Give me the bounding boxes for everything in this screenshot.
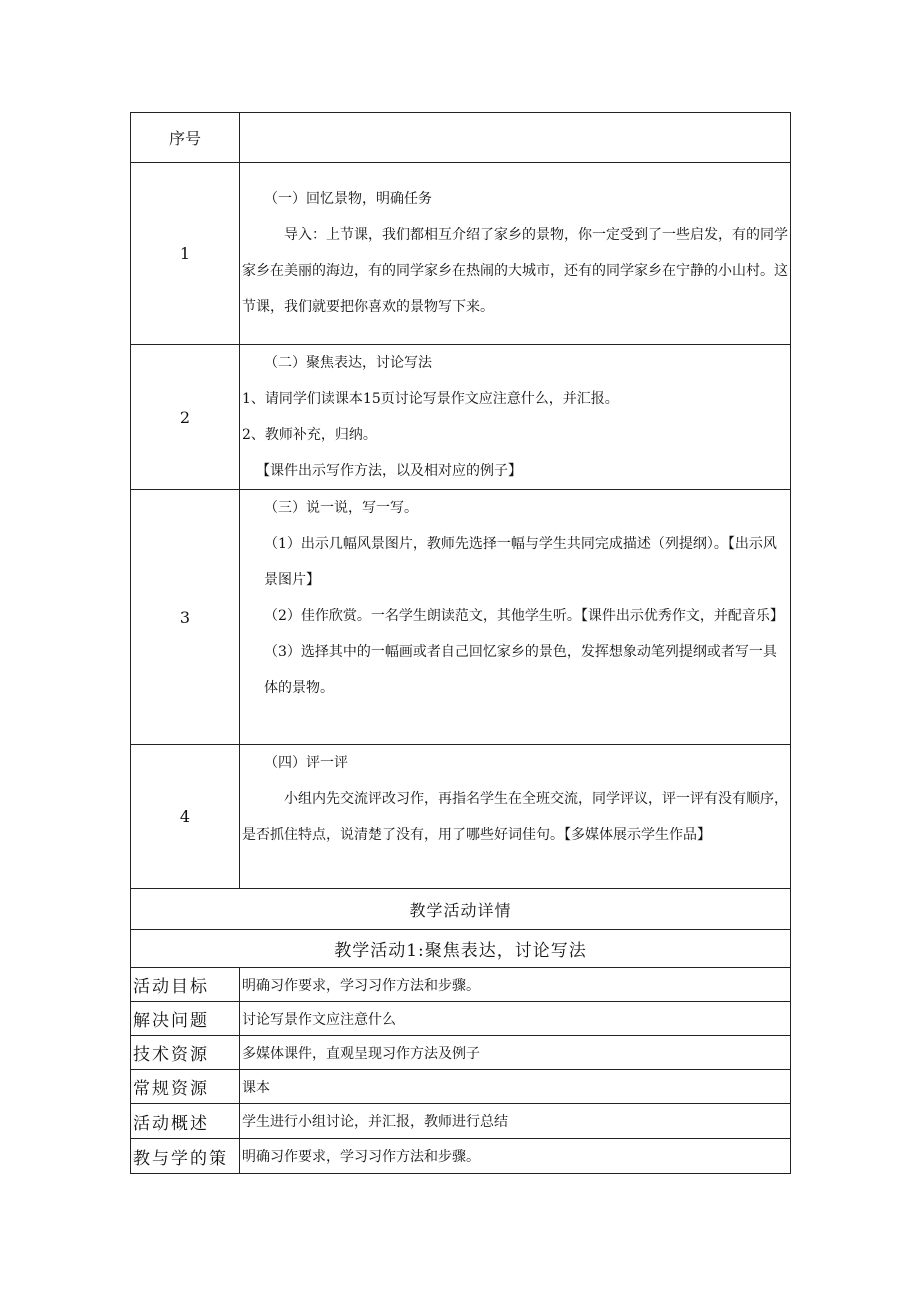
row-number: 4 (131, 745, 240, 889)
section-heading: （三）说一说，写一写。 (264, 500, 418, 516)
resource-note: 【课件出示写作方法，以及相对应的例子】 (256, 463, 522, 479)
detail-row (131, 1070, 791, 1104)
step-paragraph: （1）出示几幅风景图片，教师先选择一幅与学生共同完成描述（列提纲）。【出示风景图片】 (264, 536, 777, 588)
detail-row (131, 1036, 791, 1070)
row-content (240, 490, 791, 745)
lesson-table (130, 112, 791, 1174)
header-content-cell (240, 113, 791, 163)
step-paragraph: （3）选择其中的一幅画或者自己回忆家乡的景色，发挥想象动笔列提纲或者写一具体的景物。 (264, 644, 777, 696)
detail-row (131, 1104, 791, 1139)
section-title: 教学活动详情 (131, 889, 791, 930)
row-content (240, 345, 791, 490)
table-row (131, 163, 791, 345)
list-item: 1、请同学们读课本15页讨论写景作文应注意什么，并汇报。 (242, 391, 619, 407)
details-title-row (131, 889, 791, 930)
detail-label: 技术资源 (131, 1036, 240, 1070)
paragraph: 导入：上节课，我们都相互介绍了家乡的景物，你一定受到了一些启发，有的同学家乡在美丽的海边，有的同学家乡在热闹的大城市，还有的同学家乡在宁静的小山村。这节课，我们就要把你喜欢的景物写下来。 (242, 227, 788, 315)
section-heading: （四）评一评 (264, 755, 348, 771)
table-row (131, 345, 791, 490)
activity-title: 教学活动1:聚焦表达，讨论写法 (131, 930, 791, 968)
step-paragraph: （2）佳作欣赏。一名学生朗读范文，其他学生听。【课件出示优秀作文，并配音乐】 (264, 608, 784, 624)
detail-row (131, 1139, 791, 1174)
detail-value: 多媒体课件，直观呈现习作方法及例子 (240, 1036, 791, 1070)
detail-label: 活动概述 (131, 1104, 240, 1139)
detail-row (131, 968, 791, 1002)
detail-label: 教与学的策 (131, 1139, 240, 1174)
detail-value: 讨论写景作文应注意什么 (240, 1002, 791, 1036)
table-header-row (131, 113, 791, 163)
row-content (240, 163, 791, 345)
detail-label: 常规资源 (131, 1070, 240, 1104)
detail-value: 明确习作要求，学习习作方法和步骤。 (240, 968, 791, 1002)
table-row (131, 745, 791, 889)
list-item: 2、教师补充，归纳。 (242, 427, 377, 443)
detail-label: 解决问题 (131, 1002, 240, 1036)
section-heading: （一）回忆景物，明确任务 (264, 191, 432, 207)
detail-label: 活动目标 (131, 968, 240, 1002)
row-number: 3 (131, 490, 240, 745)
row-number: 1 (131, 163, 240, 345)
header-number-cell: 序号 (131, 113, 240, 163)
detail-value: 明确习作要求，学习习作方法和步骤。 (240, 1139, 791, 1174)
detail-value: 课本 (240, 1070, 791, 1104)
paragraph: 小组内先交流评改习作，再指名学生在全班交流，同学评议，评一评有没有顺序，是否抓住特点，说清楚了没有，用了哪些好词佳句。【多媒体展示学生作品】 (242, 791, 788, 843)
row-number: 2 (131, 345, 240, 490)
detail-value: 学生进行小组讨论，并汇报，教师进行总结 (240, 1104, 791, 1139)
detail-row (131, 1002, 791, 1036)
table-row (131, 490, 791, 745)
activity-title-row (131, 930, 791, 968)
section-heading: （二）聚焦表达，讨论写法 (264, 355, 432, 371)
row-content (240, 745, 791, 889)
